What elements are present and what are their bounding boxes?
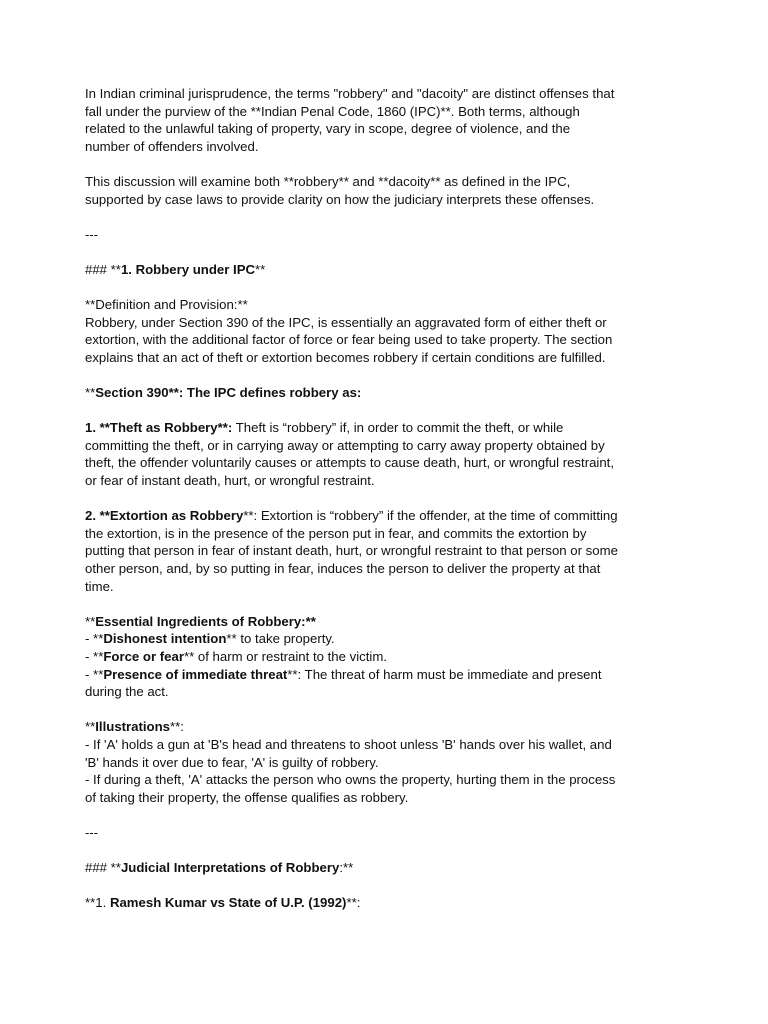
extortion-as-robbery-text: **: Extortion is “robbery” if the offender, at the time of committing the extortion, is in the presence of the person put in fear, and commits the extortion by putting that person in fear of instant death, hurt, or wrongful restraint to that person or some other person, and, by so putting in fear, induces the person to deliver the property at that time. [85, 508, 618, 594]
list-item-bold: Force or fear [103, 649, 184, 664]
illustrations-heading [85, 718, 618, 736]
case-heading [85, 894, 618, 912]
theft-as-robbery-text: Theft is “robbery” if, in order to commit the theft, or while committing the theft, or in carrying away or attempting to carry away property obtained by theft, the offender voluntarily causes or attempts to cause death, hurt, or wrongful restraint, or fear of instant death, hurt, or wrongful restraint. [85, 420, 615, 489]
section-390-prefix: ** [85, 385, 96, 401]
heading-text: Judicial Interpretations of Robbery [120, 860, 340, 876]
extortion-as-robbery-title: 2. **Extortion as Robbery [85, 508, 244, 524]
separator: --- [85, 226, 99, 242]
section-390-line [85, 384, 618, 402]
intro-paragraph-1: In Indian criminal jurisprudence, the terms "robbery" and "dacoity" are distinct offenses that fall under the purview of the **Indian Penal Code, 1860 (IPC)**. Both terms, although related to the unlawful taking of property, vary in scope, degree of violence, and the number of offenders involved. [85, 86, 615, 154]
list-item-text: ** of harm or restraint to the victim. [183, 649, 387, 664]
heading-prefix: ### ** [85, 860, 121, 876]
list-item [85, 630, 618, 648]
list-item [85, 666, 618, 701]
ingredients-heading [85, 613, 618, 631]
illustrations-suffix: **: [170, 719, 184, 735]
ingredients-prefix: ** [85, 613, 96, 629]
ingredients-title: Essential Ingredients of Robbery: [95, 613, 306, 629]
section-390-text: Section 390**: The IPC defines robbery as: [95, 385, 362, 401]
list-item-text: **: The threat of harm must be immediate and present during the act. [85, 666, 602, 700]
case-suffix: **: [346, 895, 361, 911]
heading-text: 1. Robbery under IPC [120, 261, 256, 277]
list-item-prefix: - ** [85, 666, 104, 682]
illustrations-prefix: ** [85, 719, 96, 735]
illustration-item: - If 'A' holds a gun at 'B's head and threatens to shoot unless 'B' hands over his wallet, and 'B' hands it over due to fear, 'A' is guilty of robbery. [85, 736, 612, 770]
list-item [85, 648, 618, 666]
definition-label: **Definition and Provision:** [85, 297, 248, 313]
theft-as-robbery-item [85, 419, 618, 489]
theft-as-robbery-title: 1. **Theft as Robbery**: [85, 420, 233, 436]
illustrations-title: Illustrations [95, 719, 171, 735]
section-heading-judicial [85, 859, 618, 877]
heading-suffix: ** [255, 261, 266, 277]
list-item-prefix: - ** [85, 631, 104, 647]
list-item-prefix: - ** [85, 649, 104, 664]
illustration-item: - If during a theft, 'A' attacks the person who owns the property, hurting them in the process of taking their property, the offense qualifies as robbery. [85, 772, 616, 805]
heading-prefix: ### ** [85, 261, 121, 277]
case-prefix: **1. [85, 895, 110, 911]
extortion-as-robbery-item [85, 507, 618, 595]
heading-suffix: :** [339, 860, 354, 876]
list-item-text: ** to take property. [226, 631, 335, 647]
list-item-bold: Presence of immediate threat [103, 666, 288, 682]
ingredients-suffix: ** [305, 613, 316, 629]
intro-paragraph-2: This discussion will examine both **robbery** and **dacoity** as defined in the IPC, supported by case laws to provide clarity on how the judiciary interprets these offenses. [85, 173, 595, 207]
definition-text: Robbery, under Section 390 of the IPC, is essentially an aggravated form of either theft or extortion, with the additional factor of force or fear being used to take property. The section explains that an act of theft or extortion becomes robbery if certain conditions are fulfilled. [85, 314, 613, 365]
case-title: Ramesh Kumar vs State of U.P. (1992) [109, 895, 347, 911]
list-item-bold: Dishonest intention [103, 631, 227, 647]
separator: --- [85, 824, 99, 840]
section-heading-robbery [85, 261, 618, 279]
